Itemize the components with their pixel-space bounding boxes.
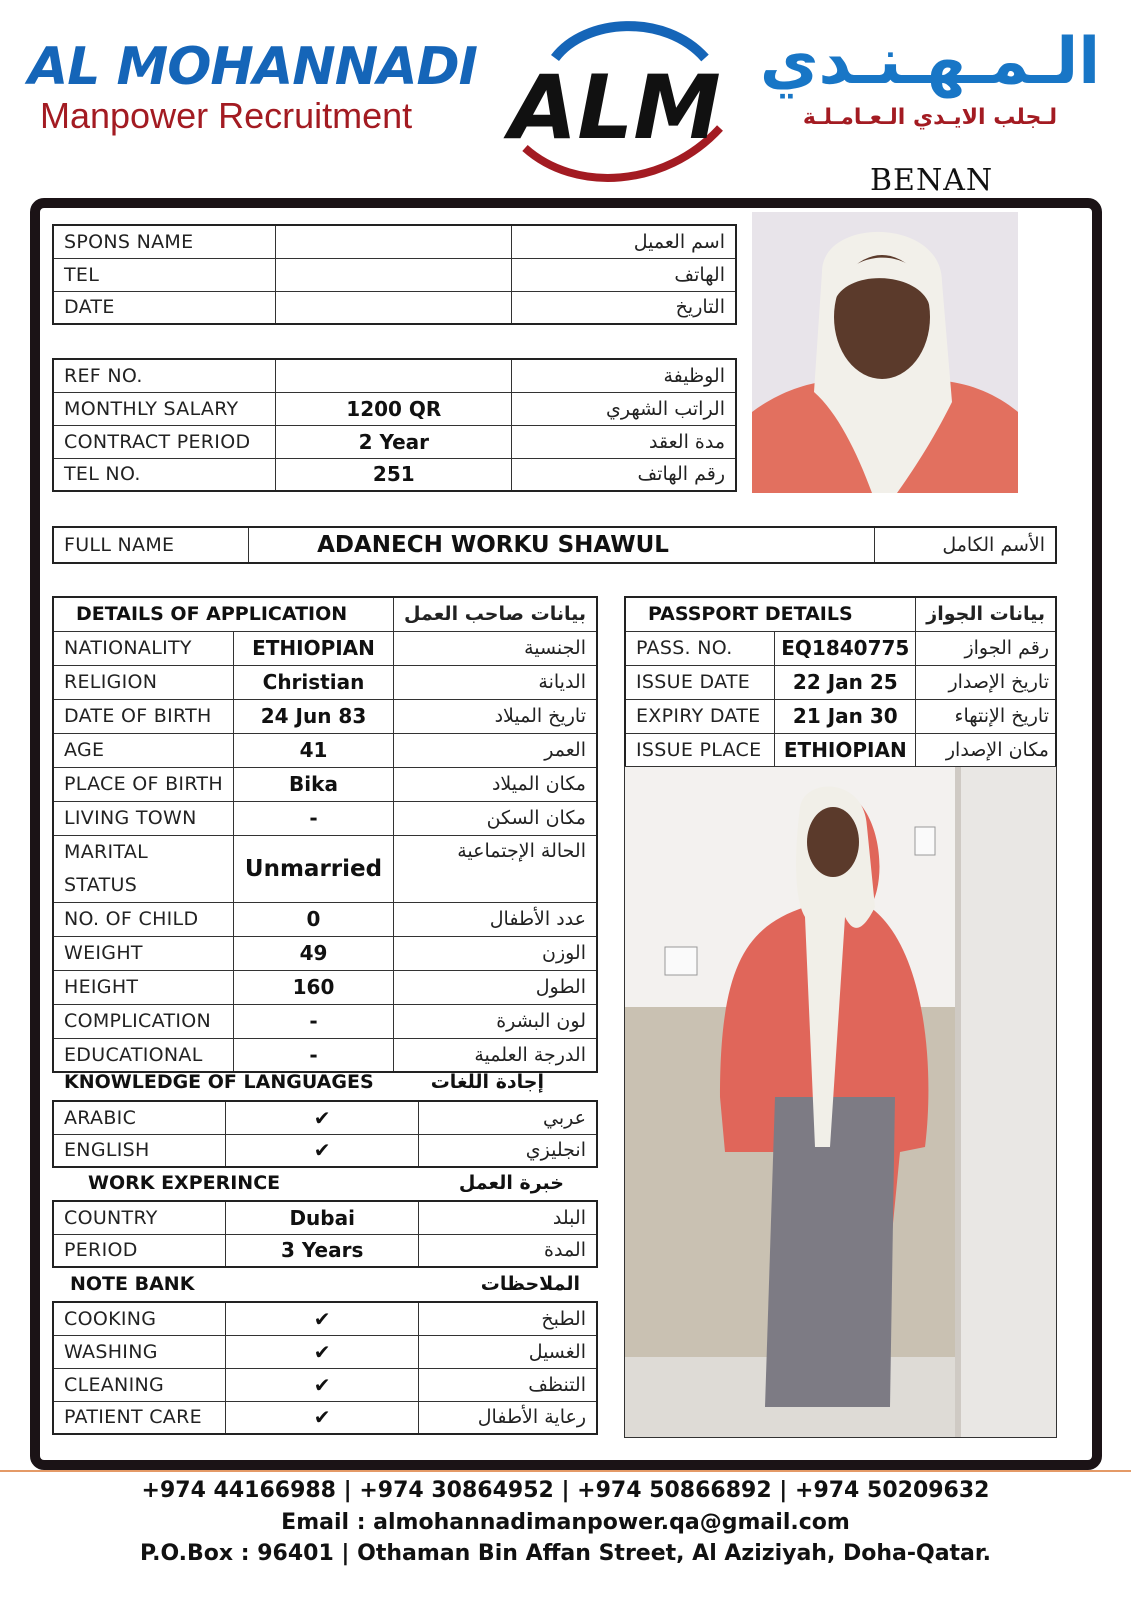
logo-arc-top [555, 26, 705, 58]
experience-title-ar: خبرة العمل [458, 1172, 564, 1194]
living-town-label: LIVING TOWN [53, 801, 234, 835]
table-row [53, 970, 597, 1004]
english-label: ENGLISH [53, 1134, 226, 1167]
tel-no-label: TEL NO. [53, 458, 276, 491]
notes-title-ar: الملاحظات [480, 1273, 580, 1295]
contract-period-value: 2 Year [276, 425, 512, 458]
living-town-value: - [234, 801, 394, 835]
table-row [53, 458, 736, 491]
educational-label: EDUCATIONAL [53, 1038, 234, 1072]
table-row [53, 1201, 597, 1234]
marital-label-line-1: MARITAL [64, 840, 149, 863]
issue-place-label: ISSUE PLACE [625, 733, 775, 767]
application-title-ar: بيانات صاحب العمل [394, 597, 598, 631]
table-row [53, 291, 736, 324]
tel-no-label-ar: رقم الهاتف [512, 458, 736, 491]
cooking-label-ar: الطبخ [418, 1302, 597, 1335]
full-body-photo [624, 766, 1057, 1438]
table-row [53, 1368, 597, 1401]
sponsor-table [52, 224, 737, 325]
dob-value: 24 Jun 83 [234, 699, 394, 733]
experience-title: WORK EXPERINCE [88, 1172, 281, 1194]
table-row [625, 699, 1056, 733]
period-value: 3 Years [226, 1234, 419, 1267]
expiry-date-label: EXPIRY DATE [625, 699, 775, 733]
contract-period-label: CONTRACT PERIOD [53, 425, 276, 458]
brand-subtitle: Manpower Recruitment [40, 95, 413, 136]
table-row [53, 801, 597, 835]
contract-period-label-ar: مدة العقد [512, 425, 736, 458]
passport-table [624, 596, 1057, 768]
place-of-birth-label: PLACE OF BIRTH [53, 767, 234, 801]
weight-label-ar: الوزن [394, 936, 598, 970]
arabic-check: ✔ [226, 1101, 419, 1134]
pass-no-label: PASS. NO. [625, 631, 775, 665]
table-row [53, 835, 597, 902]
table-row [53, 936, 597, 970]
table-row [53, 425, 736, 458]
salary-value: 1200 QR [276, 392, 512, 425]
washing-check: ✔ [226, 1335, 419, 1368]
sponsor-name-value [276, 225, 512, 258]
full-name-table [52, 526, 1057, 564]
ref-no-value [276, 359, 512, 392]
marital-status-label [53, 835, 234, 902]
passport-title-ar: بيانات الجواز [916, 597, 1056, 631]
living-town-label-ar: مكان السكن [394, 801, 598, 835]
marital-label-line-2: STATUS [64, 873, 138, 896]
religion-label: RELIGION [53, 665, 234, 699]
brand-arabic [745, 20, 1115, 132]
experience-table [52, 1200, 598, 1268]
languages-table [52, 1100, 598, 1168]
patient-care-label-ar: رعاية الأطفال [418, 1401, 597, 1434]
washing-label: WASHING [53, 1335, 226, 1368]
place-of-birth-label-ar: مكان الميلاد [394, 767, 598, 801]
table-row [625, 665, 1056, 699]
job-table [52, 358, 737, 492]
application-table [52, 596, 598, 1073]
table-row [53, 597, 597, 631]
height-value: 160 [234, 970, 394, 1004]
sponsor-tel-label-ar: الهاتف [512, 258, 736, 291]
table-row [53, 733, 597, 767]
weight-value: 49 [234, 936, 394, 970]
ref-no-label-ar: الوظيفة [512, 359, 736, 392]
salary-label: MONTHLY SALARY [53, 392, 276, 425]
footer-phones: +974 44166988 | +974 30864952 | +974 50866892 | +974 50209632 [141, 1478, 990, 1503]
country-label-ar: البلد [419, 1201, 597, 1234]
cooking-label: COOKING [53, 1302, 226, 1335]
country-value: Dubai [226, 1201, 419, 1234]
brand-name: AL MOHANNADI [28, 37, 477, 97]
languages-title-ar: إجادة اللغات [430, 1071, 544, 1093]
brand-english [28, 38, 498, 136]
passport-title: PASSPORT DETAILS [625, 597, 916, 631]
expiry-date-value: 21 Jan 30 [775, 699, 916, 733]
english-check: ✔ [226, 1134, 419, 1167]
brand-subtitle-ar: لـجلب الايـدي الـعـامـلـة [802, 105, 1058, 130]
table-row [53, 258, 736, 291]
cleaning-label-ar: التنظف [418, 1368, 597, 1401]
issue-date-label-ar: تاريخ الإصدار [916, 665, 1056, 699]
experience-heading [88, 1172, 584, 1194]
table-row [53, 1134, 597, 1167]
age-label-ar: العمر [394, 733, 598, 767]
alm-logo [495, 18, 735, 188]
nationality-value: ETHIOPIAN [234, 631, 394, 665]
complication-label-ar: لون البشرة [394, 1004, 598, 1038]
period-label-ar: المدة [419, 1234, 597, 1267]
cleaning-check: ✔ [226, 1368, 419, 1401]
table-row [625, 733, 1056, 767]
full-name-label: FULL NAME [53, 527, 249, 563]
full-name-label-ar: الأسم الكامل [874, 527, 1056, 563]
religion-value: Christian [234, 665, 394, 699]
table-row [53, 902, 597, 936]
sponsor-tel-label: TEL [53, 258, 276, 291]
marital-status-value: Unmarried [234, 835, 394, 902]
table-row [53, 699, 597, 733]
table-row [53, 359, 736, 392]
issue-date-label: ISSUE DATE [625, 665, 775, 699]
sponsor-tel-value [276, 258, 512, 291]
height-label-ar: الطول [394, 970, 598, 1004]
weight-label: WEIGHT [53, 936, 234, 970]
portrait-photo [752, 212, 1018, 493]
sponsor-name-label-ar: اسم العميل [512, 225, 736, 258]
sponsor-date-value [276, 291, 512, 324]
notes-table [52, 1301, 598, 1435]
table-row [53, 631, 597, 665]
table-row [53, 1401, 597, 1434]
educational-value: - [234, 1038, 394, 1072]
issue-date-value: 22 Jan 25 [775, 665, 916, 699]
table-row [53, 1335, 597, 1368]
religion-label-ar: الديانة [394, 665, 598, 699]
issue-place-value: ETHIOPIAN [775, 733, 916, 767]
complication-value: - [234, 1004, 394, 1038]
logo-text: ALM [509, 56, 721, 159]
table-row [53, 665, 597, 699]
languages-heading [64, 1071, 584, 1093]
children-value: 0 [234, 902, 394, 936]
dob-label: DATE OF BIRTH [53, 699, 234, 733]
salary-label-ar: الراتب الشهري [512, 392, 736, 425]
footer-email: Email : almohannadimanpower.qa@gmail.com [281, 1510, 850, 1535]
application-title: DETAILS OF APPLICATION [53, 597, 394, 631]
age-value: 41 [234, 733, 394, 767]
period-label: PERIOD [53, 1234, 226, 1267]
complication-label: COMPLICATION [53, 1004, 234, 1038]
agent-code: BENAN [870, 163, 994, 198]
nationality-label: NATIONALITY [53, 631, 234, 665]
notes-title: NOTE BANK [70, 1273, 195, 1295]
arabic-label: ARABIC [53, 1101, 226, 1134]
table-row [53, 1004, 597, 1038]
table-row [53, 225, 736, 258]
children-label: NO. OF CHILD [53, 902, 234, 936]
cooking-check: ✔ [226, 1302, 419, 1335]
age-label: AGE [53, 733, 234, 767]
footer-divider [0, 1470, 1131, 1472]
table-row [625, 597, 1056, 631]
brand-name-ar: الـمـهـنـدي [759, 25, 1101, 99]
table-row [53, 392, 736, 425]
full-name-value: ADANECH WORKU SHAWUL [249, 527, 875, 563]
english-label-ar: انجليزي [419, 1134, 597, 1167]
table-row [625, 631, 1056, 665]
sponsor-date-label: DATE [53, 291, 276, 324]
arabic-label-ar: عربي [419, 1101, 597, 1134]
table-row [53, 527, 1056, 563]
expiry-date-label-ar: تاريخ الإنتهاء [916, 699, 1056, 733]
marital-status-label-ar: الحالة الإجتماعية [394, 835, 598, 902]
table-row [53, 1234, 597, 1267]
table-row [53, 1302, 597, 1335]
footer-address: P.O.Box : 96401 | Othaman Bin Affan Street, Al Aziziyah, Doha-Qatar. [140, 1541, 991, 1566]
washing-label-ar: الغسيل [418, 1335, 597, 1368]
country-label: COUNTRY [53, 1201, 226, 1234]
notes-heading [70, 1273, 584, 1295]
sponsor-name-label: SPONS NAME [53, 225, 276, 258]
patient-care-label: PATIENT CARE [53, 1401, 226, 1434]
cleaning-label: CLEANING [53, 1368, 226, 1401]
table-row [53, 1038, 597, 1072]
nationality-label-ar: الجنسية [394, 631, 598, 665]
ref-no-label: REF NO. [53, 359, 276, 392]
height-label: HEIGHT [53, 970, 234, 1004]
educational-label-ar: الدرجة العلمية [394, 1038, 598, 1072]
patient-care-check: ✔ [226, 1401, 419, 1434]
sponsor-date-label-ar: التاريخ [512, 291, 736, 324]
table-row [53, 1101, 597, 1134]
languages-title: KNOWLEDGE OF LANGUAGES [64, 1071, 374, 1093]
place-of-birth-value: Bika [234, 767, 394, 801]
pass-no-value: EQ1840775 [775, 631, 916, 665]
issue-place-label-ar: مكان الإصدار [916, 733, 1056, 767]
tel-no-value: 251 [276, 458, 512, 491]
children-label-ar: عدد الأطفال [394, 902, 598, 936]
dob-label-ar: تاريخ الميلاد [394, 699, 598, 733]
pass-no-label-ar: رقم الجواز [916, 631, 1056, 665]
table-row [53, 767, 597, 801]
